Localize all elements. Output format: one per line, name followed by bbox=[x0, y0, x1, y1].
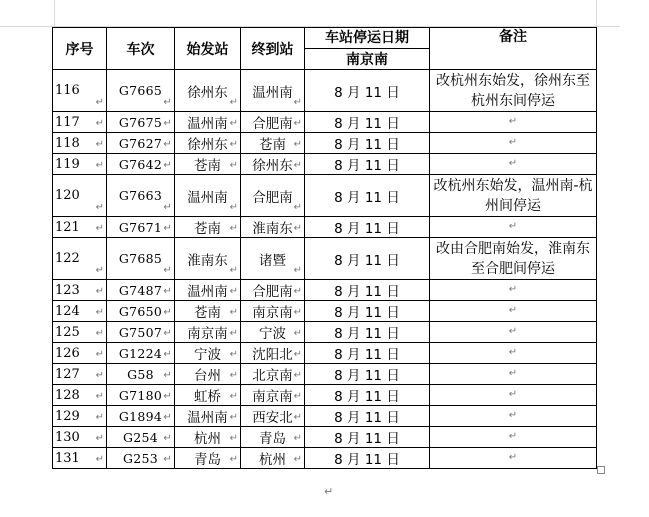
cell-to[interactable] bbox=[241, 154, 305, 175]
header-date-label: 车站停运日期 bbox=[325, 29, 409, 46]
cell-note-text: 改由合肥南始发，淮南东至合肥间停运 bbox=[436, 240, 590, 277]
cell-from-text: 杭州 bbox=[194, 431, 221, 447]
cell-to-text: 南京南 bbox=[252, 305, 293, 321]
cell-date[interactable] bbox=[305, 448, 430, 469]
cell-train-text: G7627 bbox=[118, 135, 163, 151]
cell-note[interactable] bbox=[430, 112, 597, 133]
cell-train[interactable] bbox=[107, 343, 175, 364]
table-row[interactable] bbox=[53, 238, 597, 280]
header-date-station-label: 南京南 bbox=[346, 52, 388, 68]
end-of-cell-mark: ↵ bbox=[229, 349, 238, 360]
cell-index[interactable] bbox=[53, 280, 107, 301]
cell-note[interactable] bbox=[430, 217, 597, 238]
cell-from[interactable] bbox=[175, 322, 241, 343]
cell-train-text: G7650 bbox=[118, 303, 163, 319]
cell-to[interactable] bbox=[241, 364, 305, 385]
end-of-cell-mark: ↵ bbox=[229, 433, 238, 444]
cell-to-text: 沈阳北 bbox=[252, 347, 293, 363]
cell-index[interactable] bbox=[53, 217, 107, 238]
end-of-cell-mark: ↵ bbox=[163, 118, 172, 129]
cell-from-text: 苍南 bbox=[194, 158, 221, 174]
end-of-cell-mark: ↵ bbox=[229, 265, 238, 276]
train-suspension-table bbox=[52, 27, 597, 469]
cell-to-text: 宁波 bbox=[259, 326, 286, 342]
end-of-cell-mark: ↵ bbox=[508, 221, 518, 232]
header-train-label: 车次 bbox=[126, 41, 155, 58]
cell-index[interactable] bbox=[53, 343, 107, 364]
cell-date-text: 8 月 11 日 bbox=[334, 116, 400, 132]
cell-train[interactable] bbox=[107, 364, 175, 385]
cell-to[interactable] bbox=[241, 301, 305, 322]
cell-from[interactable] bbox=[175, 70, 241, 112]
cell-note[interactable] bbox=[430, 364, 597, 385]
end-of-cell-mark: ↵ bbox=[163, 160, 172, 171]
end-of-cell-mark: ↵ bbox=[95, 286, 104, 297]
end-of-cell-mark: ↵ bbox=[163, 223, 172, 234]
end-of-cell-mark: ↵ bbox=[508, 158, 518, 169]
table-row[interactable] bbox=[53, 154, 597, 175]
cell-from[interactable] bbox=[175, 448, 241, 469]
end-of-cell-mark: ↵ bbox=[293, 118, 302, 129]
cell-to-text: 青岛 bbox=[259, 431, 286, 447]
cell-date[interactable] bbox=[305, 133, 430, 154]
cell-train[interactable] bbox=[107, 70, 175, 112]
end-of-cell-mark: ↵ bbox=[95, 370, 104, 381]
cell-from-text: 虹桥 bbox=[194, 389, 221, 405]
cell-to-text: 西安北 bbox=[252, 410, 293, 426]
end-of-cell-mark: ↵ bbox=[508, 116, 518, 127]
cell-to-text: 温州南 bbox=[252, 84, 293, 101]
page-margin-guide-right bbox=[596, 0, 597, 26]
cell-to-text: 淮南东 bbox=[252, 221, 293, 237]
cell-to[interactable] bbox=[241, 322, 305, 343]
end-of-cell-mark: ↵ bbox=[163, 454, 172, 465]
cell-date[interactable] bbox=[305, 238, 430, 280]
header-to[interactable] bbox=[241, 28, 305, 70]
cell-train[interactable] bbox=[107, 385, 175, 406]
cell-train[interactable] bbox=[107, 133, 175, 154]
cell-to-text: 北京南 bbox=[252, 368, 293, 384]
cell-date[interactable] bbox=[305, 154, 430, 175]
cell-index-text: 116 bbox=[55, 83, 80, 98]
cell-index-text: 123 bbox=[55, 282, 80, 298]
end-of-cell-mark: ↵ bbox=[229, 286, 238, 297]
cell-to-text: 苍南 bbox=[259, 137, 286, 153]
cell-date[interactable] bbox=[305, 280, 430, 301]
cell-note[interactable] bbox=[430, 238, 597, 280]
cell-to[interactable] bbox=[241, 280, 305, 301]
cell-index-text: 127 bbox=[55, 366, 80, 382]
cell-from-text: 台州 bbox=[194, 368, 221, 384]
cell-date-text: 8 月 11 日 bbox=[334, 305, 400, 321]
cell-from-text: 青岛 bbox=[194, 452, 221, 468]
end-of-cell-mark: ↵ bbox=[229, 391, 238, 402]
cell-note-text: 改杭州东始发，徐州东至杭州东间停运 bbox=[436, 72, 590, 109]
table-row[interactable] bbox=[53, 280, 597, 301]
cell-to-text: 南京南 bbox=[252, 389, 293, 405]
cell-index-text: 122 bbox=[55, 251, 80, 266]
end-of-cell-mark: ↵ bbox=[163, 349, 172, 360]
cell-index[interactable] bbox=[53, 301, 107, 322]
header-date[interactable] bbox=[305, 28, 430, 49]
cell-index[interactable] bbox=[53, 175, 107, 217]
cell-train-text: G7665 bbox=[118, 83, 163, 98]
cell-train[interactable] bbox=[107, 301, 175, 322]
end-of-cell-mark: ↵ bbox=[293, 265, 302, 276]
end-of-cell-mark: ↵ bbox=[229, 139, 238, 150]
cell-date-text: 8 月 11 日 bbox=[334, 326, 400, 342]
cell-index[interactable] bbox=[53, 238, 107, 280]
end-of-cell-mark: ↵ bbox=[508, 368, 518, 379]
end-of-cell-mark: ↵ bbox=[508, 389, 518, 400]
cell-date-text: 8 月 11 日 bbox=[334, 221, 400, 237]
cell-from-text: 徐州东 bbox=[187, 84, 228, 101]
cell-index-text: 126 bbox=[55, 345, 80, 361]
cell-date[interactable] bbox=[305, 406, 430, 427]
end-of-cell-mark: ↵ bbox=[293, 97, 302, 108]
end-of-cell-mark: ↵ bbox=[508, 452, 518, 463]
cell-from-text: 宁波 bbox=[194, 347, 221, 363]
cell-from-text: 温州南 bbox=[187, 189, 228, 206]
cell-train-text: G7180 bbox=[118, 387, 163, 403]
cell-from-text: 温州南 bbox=[187, 116, 228, 132]
end-of-cell-mark: ↵ bbox=[95, 328, 104, 339]
cell-train-text: G7671 bbox=[118, 219, 163, 235]
cell-index[interactable] bbox=[53, 70, 107, 112]
cell-train-text: G7487 bbox=[118, 282, 163, 298]
cell-from[interactable] bbox=[175, 406, 241, 427]
end-of-cell-mark: ↵ bbox=[95, 118, 104, 129]
cell-from[interactable] bbox=[175, 133, 241, 154]
end-of-cell-mark: ↵ bbox=[508, 284, 518, 295]
end-of-cell-mark: ↵ bbox=[95, 307, 104, 318]
cell-index[interactable] bbox=[53, 406, 107, 427]
end-of-cell-mark: ↵ bbox=[163, 202, 172, 213]
end-of-cell-mark: ↵ bbox=[95, 202, 104, 213]
cell-train-text: G58 bbox=[127, 366, 154, 382]
end-of-cell-mark: ↵ bbox=[293, 223, 302, 234]
cell-index-text: 125 bbox=[55, 324, 80, 340]
end-of-cell-mark: ↵ bbox=[95, 97, 104, 108]
cell-from-text: 徐州东 bbox=[187, 137, 228, 153]
end-of-cell-mark: ↵ bbox=[95, 391, 104, 402]
cell-note[interactable] bbox=[430, 175, 597, 217]
header-from-label: 始发站 bbox=[186, 41, 229, 58]
cell-from-text: 南京南 bbox=[187, 326, 228, 342]
cell-date[interactable] bbox=[305, 301, 430, 322]
cell-date[interactable] bbox=[305, 217, 430, 238]
cell-from-text: 淮南东 bbox=[187, 252, 228, 269]
end-of-cell-mark: ↵ bbox=[293, 328, 302, 339]
end-of-cell-mark: ↵ bbox=[508, 305, 518, 316]
table-row[interactable] bbox=[53, 112, 597, 133]
cell-index-text: 117 bbox=[55, 114, 80, 130]
header-to-label: 终到站 bbox=[251, 41, 294, 58]
cell-index-text: 118 bbox=[55, 135, 80, 151]
cell-date-text: 8 月 11 日 bbox=[334, 158, 400, 174]
cell-index-text: 131 bbox=[55, 450, 80, 466]
table-row[interactable] bbox=[53, 133, 597, 154]
cell-note[interactable] bbox=[430, 385, 597, 406]
cell-to-text: 杭州 bbox=[259, 452, 286, 468]
end-of-cell-mark: ↵ bbox=[163, 139, 172, 150]
cell-train-text: G1224 bbox=[118, 345, 163, 361]
cell-index-text: 124 bbox=[55, 303, 80, 319]
table-body bbox=[53, 70, 597, 469]
cell-note[interactable] bbox=[430, 448, 597, 469]
cell-to[interactable] bbox=[241, 385, 305, 406]
cell-train-text: G1894 bbox=[118, 408, 163, 424]
cell-from[interactable] bbox=[175, 343, 241, 364]
cell-train-text: G7685 bbox=[118, 251, 163, 266]
header-note-label: 备注 bbox=[499, 29, 527, 45]
cell-date-text: 8 月 11 日 bbox=[334, 389, 400, 405]
end-of-cell-mark: ↵ bbox=[508, 326, 518, 337]
cell-to[interactable] bbox=[241, 175, 305, 217]
cell-note-text: 改杭州东始发，温州南-杭州间停运 bbox=[433, 177, 593, 214]
table-row[interactable] bbox=[53, 364, 597, 385]
end-of-cell-mark: ↵ bbox=[95, 265, 104, 276]
end-of-cell-mark: ↵ bbox=[163, 412, 172, 423]
end-of-cell-mark: ↵ bbox=[163, 391, 172, 402]
cell-train[interactable] bbox=[107, 112, 175, 133]
cell-date-text: 8 月 11 日 bbox=[334, 137, 400, 153]
end-of-cell-mark: ↵ bbox=[229, 412, 238, 423]
cell-date-text: 8 月 11 日 bbox=[334, 189, 400, 206]
cell-date-text: 8 月 11 日 bbox=[334, 410, 400, 426]
end-of-cell-mark: ↵ bbox=[229, 223, 238, 234]
cell-date[interactable] bbox=[305, 343, 430, 364]
cell-from[interactable] bbox=[175, 175, 241, 217]
end-of-cell-mark: ↵ bbox=[293, 286, 302, 297]
cell-to[interactable] bbox=[241, 217, 305, 238]
cell-from[interactable] bbox=[175, 217, 241, 238]
cell-train-text: G7663 bbox=[118, 188, 163, 203]
cell-index[interactable] bbox=[53, 322, 107, 343]
cell-to[interactable] bbox=[241, 112, 305, 133]
cell-date[interactable] bbox=[305, 364, 430, 385]
page-margin-guide-left bbox=[54, 0, 55, 26]
cell-to-text: 合肥南 bbox=[252, 189, 293, 206]
end-of-cell-mark: ↵ bbox=[293, 433, 302, 444]
cell-index[interactable] bbox=[53, 427, 107, 448]
table-row[interactable] bbox=[53, 70, 597, 112]
cell-train[interactable] bbox=[107, 154, 175, 175]
cell-train-text: G7507 bbox=[118, 324, 163, 340]
end-of-cell-mark: ↵ bbox=[293, 454, 302, 465]
end-of-cell-mark: ↵ bbox=[95, 412, 104, 423]
table-row[interactable] bbox=[53, 427, 597, 448]
table-resize-handle[interactable] bbox=[597, 466, 605, 474]
header-index[interactable] bbox=[53, 28, 107, 70]
cell-train[interactable] bbox=[107, 322, 175, 343]
cell-train-text: G253 bbox=[122, 450, 159, 466]
end-of-cell-mark: ↵ bbox=[229, 118, 238, 129]
cell-train[interactable] bbox=[107, 427, 175, 448]
paragraph-mark: ↵ bbox=[324, 485, 334, 498]
header-train[interactable] bbox=[107, 28, 175, 70]
cell-index[interactable] bbox=[53, 133, 107, 154]
end-of-cell-mark: ↵ bbox=[229, 97, 238, 108]
end-of-cell-mark: ↵ bbox=[95, 223, 104, 234]
cell-train-text: G7675 bbox=[118, 114, 163, 130]
end-of-cell-mark: ↵ bbox=[229, 307, 238, 318]
cell-date-text: 8 月 11 日 bbox=[334, 284, 400, 300]
end-of-cell-mark: ↵ bbox=[508, 137, 518, 148]
end-of-cell-mark: ↵ bbox=[163, 307, 172, 318]
end-of-cell-mark: ↵ bbox=[293, 139, 302, 150]
cell-index-text: 129 bbox=[55, 408, 80, 424]
cell-from-text: 温州南 bbox=[187, 284, 228, 300]
cell-from[interactable] bbox=[175, 112, 241, 133]
header-from[interactable] bbox=[175, 28, 241, 70]
table-row[interactable] bbox=[53, 175, 597, 217]
cell-from-text: 苍南 bbox=[194, 305, 221, 321]
end-of-cell-mark: ↵ bbox=[163, 97, 172, 108]
cell-note[interactable] bbox=[430, 133, 597, 154]
cell-index[interactable] bbox=[53, 448, 107, 469]
cell-to[interactable] bbox=[241, 448, 305, 469]
cell-to[interactable] bbox=[241, 70, 305, 112]
end-of-cell-mark: ↵ bbox=[163, 433, 172, 444]
cell-train[interactable] bbox=[107, 406, 175, 427]
end-of-cell-mark: ↵ bbox=[163, 328, 172, 339]
cell-to-text: 诸暨 bbox=[259, 252, 286, 269]
cell-from[interactable] bbox=[175, 301, 241, 322]
end-of-cell-mark: ↵ bbox=[163, 286, 172, 297]
cell-note[interactable] bbox=[430, 427, 597, 448]
cell-date-text: 8 月 11 日 bbox=[334, 452, 400, 468]
end-of-cell-mark: ↵ bbox=[163, 265, 172, 276]
cell-date-text: 8 月 11 日 bbox=[334, 368, 400, 384]
table-row[interactable] bbox=[53, 322, 597, 343]
end-of-cell-mark: ↵ bbox=[95, 139, 104, 150]
cell-date-text: 8 月 11 日 bbox=[334, 431, 400, 447]
cell-train[interactable] bbox=[107, 238, 175, 280]
header-note[interactable] bbox=[430, 28, 597, 70]
cell-note[interactable] bbox=[430, 322, 597, 343]
cell-date[interactable] bbox=[305, 175, 430, 217]
cell-train[interactable] bbox=[107, 217, 175, 238]
header-date-station[interactable] bbox=[305, 49, 430, 70]
cell-to[interactable] bbox=[241, 133, 305, 154]
end-of-cell-mark: ↵ bbox=[163, 370, 172, 381]
cell-date[interactable] bbox=[305, 70, 430, 112]
cell-to-text: 合肥南 bbox=[252, 284, 293, 300]
cell-to-text: 徐州东 bbox=[252, 158, 293, 174]
cell-index-text: 119 bbox=[55, 156, 80, 172]
end-of-cell-mark: ↵ bbox=[293, 391, 302, 402]
cell-from[interactable] bbox=[175, 364, 241, 385]
cell-index-text: 128 bbox=[55, 387, 80, 403]
cell-from[interactable] bbox=[175, 280, 241, 301]
cell-index-text: 121 bbox=[55, 219, 80, 235]
end-of-cell-mark: ↵ bbox=[293, 349, 302, 360]
cell-to[interactable] bbox=[241, 238, 305, 280]
cell-date[interactable] bbox=[305, 322, 430, 343]
cell-train[interactable] bbox=[107, 175, 175, 217]
end-of-cell-mark: ↵ bbox=[293, 160, 302, 171]
cell-from[interactable] bbox=[175, 238, 241, 280]
end-of-cell-mark: ↵ bbox=[293, 307, 302, 318]
end-of-cell-mark: ↵ bbox=[229, 160, 238, 171]
cell-index-text: 130 bbox=[55, 429, 80, 445]
end-of-cell-mark: ↵ bbox=[508, 431, 518, 442]
cell-from[interactable] bbox=[175, 385, 241, 406]
cell-date-text: 8 月 11 日 bbox=[334, 84, 400, 101]
end-of-cell-mark: ↵ bbox=[95, 454, 104, 465]
cell-note[interactable] bbox=[430, 343, 597, 364]
table-row[interactable] bbox=[53, 406, 597, 427]
end-of-cell-mark: ↵ bbox=[95, 349, 104, 360]
end-of-cell-mark: ↵ bbox=[293, 202, 302, 213]
cell-to-text: 合肥南 bbox=[252, 116, 293, 132]
cell-date-text: 8 月 11 日 bbox=[334, 252, 400, 269]
cell-date[interactable] bbox=[305, 112, 430, 133]
table-row[interactable] bbox=[53, 385, 597, 406]
cell-index[interactable] bbox=[53, 385, 107, 406]
end-of-cell-mark: ↵ bbox=[293, 412, 302, 423]
end-of-cell-mark: ↵ bbox=[508, 347, 518, 358]
table-row[interactable] bbox=[53, 448, 597, 469]
cell-from-text: 温州南 bbox=[187, 410, 228, 426]
cell-index-text: 120 bbox=[55, 188, 80, 203]
cell-date-text: 8 月 11 日 bbox=[334, 347, 400, 363]
cell-train[interactable] bbox=[107, 280, 175, 301]
table-row[interactable] bbox=[53, 343, 597, 364]
end-of-cell-mark: ↵ bbox=[95, 433, 104, 444]
end-of-cell-mark: ↵ bbox=[95, 160, 104, 171]
cell-from-text: 苍南 bbox=[194, 221, 221, 237]
cell-date[interactable] bbox=[305, 385, 430, 406]
cell-date[interactable] bbox=[305, 427, 430, 448]
cell-to[interactable] bbox=[241, 343, 305, 364]
cell-note[interactable] bbox=[430, 154, 597, 175]
cell-index[interactable] bbox=[53, 112, 107, 133]
end-of-cell-mark: ↵ bbox=[293, 370, 302, 381]
cell-to[interactable] bbox=[241, 427, 305, 448]
cell-note[interactable] bbox=[430, 301, 597, 322]
cell-train[interactable] bbox=[107, 448, 175, 469]
cell-from[interactable] bbox=[175, 154, 241, 175]
cell-train-text: G254 bbox=[122, 429, 159, 445]
table-row[interactable] bbox=[53, 217, 597, 238]
cell-from[interactable] bbox=[175, 427, 241, 448]
end-of-cell-mark: ↵ bbox=[229, 328, 238, 339]
end-of-cell-mark: ↵ bbox=[229, 202, 238, 213]
cell-note[interactable] bbox=[430, 280, 597, 301]
end-of-cell-mark: ↵ bbox=[229, 370, 238, 381]
end-of-cell-mark: ↵ bbox=[229, 454, 238, 465]
cell-train-text: G7642 bbox=[118, 156, 163, 172]
end-of-cell-mark: ↵ bbox=[508, 410, 518, 421]
cell-index[interactable] bbox=[53, 154, 107, 175]
cell-note[interactable] bbox=[430, 70, 597, 112]
cell-to[interactable] bbox=[241, 406, 305, 427]
table-row[interactable] bbox=[53, 301, 597, 322]
cell-index[interactable] bbox=[53, 364, 107, 385]
cell-note[interactable] bbox=[430, 406, 597, 427]
header-index-label: 序号 bbox=[65, 41, 94, 58]
